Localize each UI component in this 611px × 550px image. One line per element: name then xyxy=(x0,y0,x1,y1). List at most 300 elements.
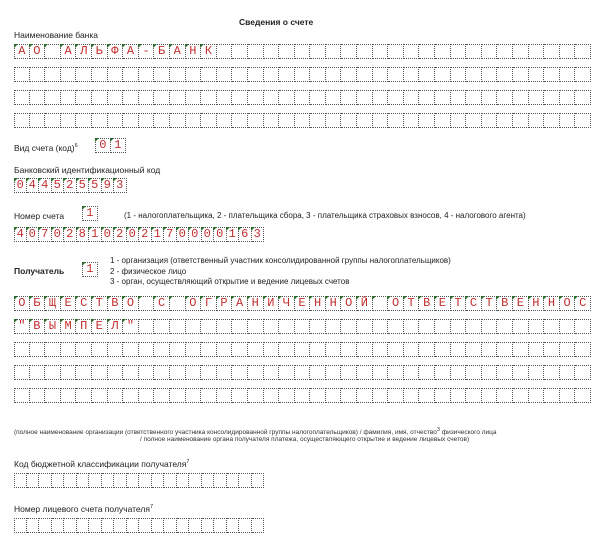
account-type-field[interactable] xyxy=(95,138,126,153)
char-cell xyxy=(575,67,591,82)
char-cell xyxy=(435,319,451,334)
char-cell xyxy=(76,90,92,105)
char-cell xyxy=(39,518,52,533)
text-line[interactable] xyxy=(14,113,591,128)
char-cell xyxy=(388,342,404,357)
char-cell xyxy=(279,113,295,128)
char-cell xyxy=(388,44,404,59)
char-cell xyxy=(232,365,248,380)
char-cell xyxy=(341,319,357,334)
char-cell xyxy=(529,90,545,105)
char-cell xyxy=(177,518,190,533)
char-cell: С xyxy=(575,296,591,311)
char-cell xyxy=(201,319,217,334)
char-cell xyxy=(217,90,233,105)
char-cell xyxy=(154,113,170,128)
char-cell xyxy=(482,67,498,82)
char-cell xyxy=(14,90,30,105)
char-cell xyxy=(497,342,513,357)
account-type-label: Вид счета (код)$^6$ xyxy=(14,143,78,153)
char-cell xyxy=(76,342,92,357)
char-cell xyxy=(357,388,373,403)
char-cell xyxy=(279,388,295,403)
char-cell xyxy=(529,365,545,380)
char-cell xyxy=(295,113,311,128)
char-cell xyxy=(513,319,529,334)
char-cell xyxy=(76,67,92,82)
char-cell: Л xyxy=(108,319,124,334)
char-cell xyxy=(404,388,420,403)
char-cell xyxy=(451,44,467,59)
char-cell: Г xyxy=(201,296,217,311)
char-cell xyxy=(451,113,467,128)
char-cell xyxy=(214,518,227,533)
char-cell xyxy=(529,44,545,59)
char-cell xyxy=(575,113,591,128)
text-line[interactable] xyxy=(14,296,591,311)
char-cell: 6 xyxy=(239,227,252,242)
char-cell: М xyxy=(61,319,77,334)
char-cell xyxy=(45,342,61,357)
char-cell xyxy=(108,365,124,380)
char-cell xyxy=(92,342,108,357)
char-cell: Е xyxy=(295,296,311,311)
section-title: Сведения о счете xyxy=(239,17,314,27)
recipient-option-3: 3 - орган, осуществляющий открытие и ведение лицевых счетов xyxy=(110,277,350,286)
char-cell xyxy=(357,67,373,82)
char-cell xyxy=(45,44,61,59)
char-cell: Б xyxy=(30,296,46,311)
char-cell: 2 xyxy=(64,227,77,242)
text-line[interactable] xyxy=(14,342,591,357)
char-cell xyxy=(232,44,248,59)
char-cell: 3 xyxy=(114,178,127,193)
char-cell xyxy=(264,342,280,357)
char-cell xyxy=(435,342,451,357)
char-cell xyxy=(154,342,170,357)
char-cell xyxy=(404,67,420,82)
char-cell xyxy=(279,342,295,357)
char-cell xyxy=(451,388,467,403)
char-cell xyxy=(451,342,467,357)
char-cell xyxy=(497,365,513,380)
recipient-label: Получатель xyxy=(14,266,65,276)
char-cell xyxy=(529,113,545,128)
char-cell xyxy=(61,113,77,128)
char-cell xyxy=(357,44,373,59)
char-cell xyxy=(123,342,139,357)
char-cell xyxy=(152,518,165,533)
char-cell xyxy=(189,473,202,488)
char-cell xyxy=(279,44,295,59)
char-cell: 1 xyxy=(82,206,98,221)
char-cell: Й xyxy=(357,296,373,311)
char-cell: 7 xyxy=(39,227,52,242)
char-cell xyxy=(326,365,342,380)
char-cell xyxy=(189,518,202,533)
account-number-field[interactable] xyxy=(14,227,264,242)
char-cell: 5 xyxy=(89,178,102,193)
char-cell xyxy=(435,90,451,105)
char-cell xyxy=(560,365,576,380)
char-cell xyxy=(466,90,482,105)
char-cell xyxy=(404,319,420,334)
char-cell: Ч xyxy=(279,296,295,311)
char-cell xyxy=(123,67,139,82)
char-cell xyxy=(214,473,227,488)
char-cell xyxy=(14,473,27,488)
char-cell xyxy=(435,388,451,403)
recipient-code-field[interactable] xyxy=(82,262,98,277)
char-cell xyxy=(61,90,77,105)
char-cell xyxy=(295,365,311,380)
char-cell: Т xyxy=(482,296,498,311)
char-cell: С xyxy=(466,296,482,311)
char-cell xyxy=(45,388,61,403)
char-cell xyxy=(451,67,467,82)
char-cell xyxy=(357,113,373,128)
char-cell xyxy=(279,90,295,105)
char-cell: Н xyxy=(310,296,326,311)
char-cell xyxy=(388,388,404,403)
char-cell xyxy=(92,90,108,105)
char-cell: 0 xyxy=(189,227,202,242)
char-cell xyxy=(108,342,124,357)
char-cell xyxy=(295,90,311,105)
char-cell xyxy=(310,388,326,403)
char-cell xyxy=(482,44,498,59)
char-cell xyxy=(326,388,342,403)
char-cell xyxy=(252,518,265,533)
char-cell: Н xyxy=(326,296,342,311)
char-cell xyxy=(482,319,498,334)
char-cell xyxy=(419,67,435,82)
char-cell xyxy=(232,319,248,334)
char-cell xyxy=(373,319,389,334)
char-cell xyxy=(373,67,389,82)
char-cell: Т xyxy=(404,296,420,311)
account-number-code-field[interactable] xyxy=(82,206,98,221)
char-cell: 3 xyxy=(252,227,265,242)
char-cell: Ь xyxy=(92,44,108,59)
char-cell: 0 xyxy=(214,227,227,242)
char-cell xyxy=(419,342,435,357)
char-cell xyxy=(466,365,482,380)
char-cell xyxy=(419,388,435,403)
char-cell xyxy=(404,90,420,105)
char-cell xyxy=(529,319,545,334)
char-cell xyxy=(513,342,529,357)
char-cell xyxy=(341,388,357,403)
personal-account-label: Номер лицевого счета получателя$^7$ xyxy=(14,504,153,514)
char-cell xyxy=(388,365,404,380)
text-line[interactable] xyxy=(14,365,591,380)
char-cell xyxy=(357,365,373,380)
char-cell xyxy=(27,518,40,533)
char-cell xyxy=(264,388,280,403)
char-cell xyxy=(310,365,326,380)
char-cell xyxy=(529,388,545,403)
char-cell xyxy=(61,342,77,357)
char-cell xyxy=(154,388,170,403)
char-cell xyxy=(466,113,482,128)
char-cell xyxy=(64,473,77,488)
text-line[interactable] xyxy=(14,319,591,334)
char-cell xyxy=(248,67,264,82)
char-cell xyxy=(482,365,498,380)
char-cell xyxy=(201,388,217,403)
char-cell xyxy=(264,44,280,59)
char-cell: О xyxy=(30,44,46,59)
char-cell xyxy=(575,388,591,403)
char-cell xyxy=(232,90,248,105)
char-cell xyxy=(154,319,170,334)
text-line[interactable] xyxy=(14,90,591,105)
char-cell xyxy=(102,473,115,488)
char-cell: 4 xyxy=(14,227,27,242)
account-number-hint: (1 - налогоплательщика, 2 - плательщика сбора, 3 - плательщика страховых взносов, 4 - налогового агента) xyxy=(124,211,526,220)
char-cell xyxy=(326,90,342,105)
char-cell xyxy=(186,90,202,105)
char-cell xyxy=(482,342,498,357)
char-cell: А xyxy=(123,44,139,59)
char-cell xyxy=(127,518,140,533)
char-cell xyxy=(61,388,77,403)
char-cell xyxy=(497,319,513,334)
char-cell xyxy=(544,365,560,380)
char-cell xyxy=(170,365,186,380)
char-cell xyxy=(373,44,389,59)
char-cell xyxy=(310,319,326,334)
char-cell xyxy=(497,44,513,59)
char-cell xyxy=(388,90,404,105)
char-cell xyxy=(560,319,576,334)
char-cell xyxy=(513,90,529,105)
account-number-label: Номер счета xyxy=(14,211,65,221)
char-cell: А xyxy=(232,296,248,311)
char-cell xyxy=(217,113,233,128)
char-cell xyxy=(252,473,265,488)
char-cell: В xyxy=(30,319,46,334)
char-cell xyxy=(373,342,389,357)
char-cell xyxy=(466,67,482,82)
char-cell xyxy=(108,67,124,82)
char-cell: В xyxy=(108,296,124,311)
char-cell xyxy=(139,342,155,357)
char-cell xyxy=(76,365,92,380)
char-cell xyxy=(482,113,498,128)
char-cell xyxy=(326,319,342,334)
char-cell: Щ xyxy=(45,296,61,311)
char-cell xyxy=(373,365,389,380)
char-cell: К xyxy=(201,44,217,59)
char-cell xyxy=(497,113,513,128)
char-cell xyxy=(513,388,529,403)
char-cell xyxy=(575,44,591,59)
char-cell xyxy=(123,365,139,380)
char-cell: - xyxy=(139,44,155,59)
char-cell xyxy=(217,388,233,403)
char-cell xyxy=(139,90,155,105)
kbk-label: Код бюджетной классификации получателя$^7$ xyxy=(14,459,190,469)
text-line[interactable] xyxy=(14,44,591,59)
char-cell xyxy=(435,44,451,59)
char-cell xyxy=(61,67,77,82)
char-cell xyxy=(45,113,61,128)
char-cell: 2 xyxy=(139,227,152,242)
bik-field[interactable] xyxy=(14,178,127,193)
char-cell xyxy=(127,473,140,488)
char-cell xyxy=(497,388,513,403)
char-cell xyxy=(76,388,92,403)
char-cell xyxy=(170,113,186,128)
char-cell: А xyxy=(14,44,30,59)
char-cell xyxy=(264,365,280,380)
char-cell xyxy=(186,67,202,82)
char-cell xyxy=(248,44,264,59)
char-cell xyxy=(152,473,165,488)
char-cell xyxy=(435,113,451,128)
char-cell xyxy=(186,365,202,380)
char-cell: О xyxy=(14,296,30,311)
char-cell xyxy=(466,319,482,334)
char-cell xyxy=(388,67,404,82)
char-cell xyxy=(435,67,451,82)
char-cell xyxy=(419,44,435,59)
char-cell: 2 xyxy=(64,178,77,193)
char-cell: О xyxy=(341,296,357,311)
char-cell xyxy=(186,319,202,334)
text-line[interactable] xyxy=(14,67,591,82)
char-cell xyxy=(341,90,357,105)
char-cell xyxy=(575,342,591,357)
char-cell xyxy=(560,342,576,357)
char-cell xyxy=(77,473,90,488)
char-cell: А xyxy=(170,44,186,59)
char-cell: О xyxy=(123,296,139,311)
char-cell xyxy=(154,67,170,82)
char-cell xyxy=(341,365,357,380)
char-cell xyxy=(513,365,529,380)
char-cell xyxy=(513,44,529,59)
char-cell xyxy=(310,342,326,357)
char-cell xyxy=(108,90,124,105)
char-cell: 2 xyxy=(114,227,127,242)
char-cell xyxy=(248,319,264,334)
char-cell xyxy=(30,342,46,357)
char-cell xyxy=(201,90,217,105)
char-cell xyxy=(560,388,576,403)
char-cell xyxy=(14,342,30,357)
char-cell xyxy=(529,67,545,82)
char-cell xyxy=(248,365,264,380)
char-cell xyxy=(544,342,560,357)
char-cell: П xyxy=(76,319,92,334)
char-cell xyxy=(232,113,248,128)
char-cell xyxy=(513,113,529,128)
char-cell xyxy=(170,67,186,82)
char-cell xyxy=(232,388,248,403)
char-cell xyxy=(497,67,513,82)
char-cell: Е xyxy=(513,296,529,311)
char-cell: 0 xyxy=(14,178,27,193)
char-cell xyxy=(451,90,467,105)
char-cell: 4 xyxy=(39,178,52,193)
char-cell xyxy=(89,518,102,533)
char-cell xyxy=(201,365,217,380)
recipient-options xyxy=(110,256,451,288)
char-cell: 4 xyxy=(27,178,40,193)
char-cell xyxy=(404,113,420,128)
char-cell: А xyxy=(61,44,77,59)
char-cell xyxy=(419,365,435,380)
char-cell: В xyxy=(497,296,513,311)
char-cell xyxy=(575,365,591,380)
char-cell xyxy=(560,90,576,105)
char-cell: В xyxy=(419,296,435,311)
char-cell xyxy=(186,388,202,403)
char-cell xyxy=(177,473,190,488)
char-cell: 1 xyxy=(82,262,98,277)
char-cell: 1 xyxy=(152,227,165,242)
char-cell xyxy=(341,342,357,357)
char-cell xyxy=(30,388,46,403)
char-cell xyxy=(30,113,46,128)
char-cell: Т xyxy=(92,296,108,311)
char-cell: О xyxy=(388,296,404,311)
char-cell xyxy=(295,44,311,59)
char-cell xyxy=(14,67,30,82)
char-cell xyxy=(419,90,435,105)
char-cell xyxy=(435,365,451,380)
char-cell xyxy=(52,473,65,488)
char-cell xyxy=(202,473,215,488)
char-cell xyxy=(295,67,311,82)
char-cell xyxy=(419,319,435,334)
char-cell xyxy=(108,113,124,128)
char-cell xyxy=(14,518,27,533)
char-cell: Е xyxy=(92,319,108,334)
char-cell: 0 xyxy=(127,227,140,242)
char-cell xyxy=(560,67,576,82)
char-cell: 5 xyxy=(52,178,65,193)
char-cell xyxy=(357,319,373,334)
char-cell xyxy=(310,44,326,59)
char-cell xyxy=(544,90,560,105)
char-cell: С xyxy=(154,296,170,311)
char-cell xyxy=(108,388,124,403)
char-cell xyxy=(279,365,295,380)
char-cell xyxy=(575,90,591,105)
char-cell xyxy=(451,319,467,334)
char-cell xyxy=(451,365,467,380)
char-cell xyxy=(92,67,108,82)
char-cell xyxy=(560,44,576,59)
kbk-field[interactable] xyxy=(14,473,264,488)
char-cell xyxy=(497,90,513,105)
char-cell xyxy=(186,113,202,128)
char-cell xyxy=(217,342,233,357)
personal-account-field[interactable] xyxy=(14,518,264,533)
text-line[interactable] xyxy=(14,388,591,403)
char-cell xyxy=(373,296,389,311)
char-cell xyxy=(164,473,177,488)
char-cell xyxy=(123,90,139,105)
char-cell xyxy=(357,342,373,357)
char-cell: 0 xyxy=(52,227,65,242)
char-cell xyxy=(326,342,342,357)
char-cell xyxy=(170,342,186,357)
